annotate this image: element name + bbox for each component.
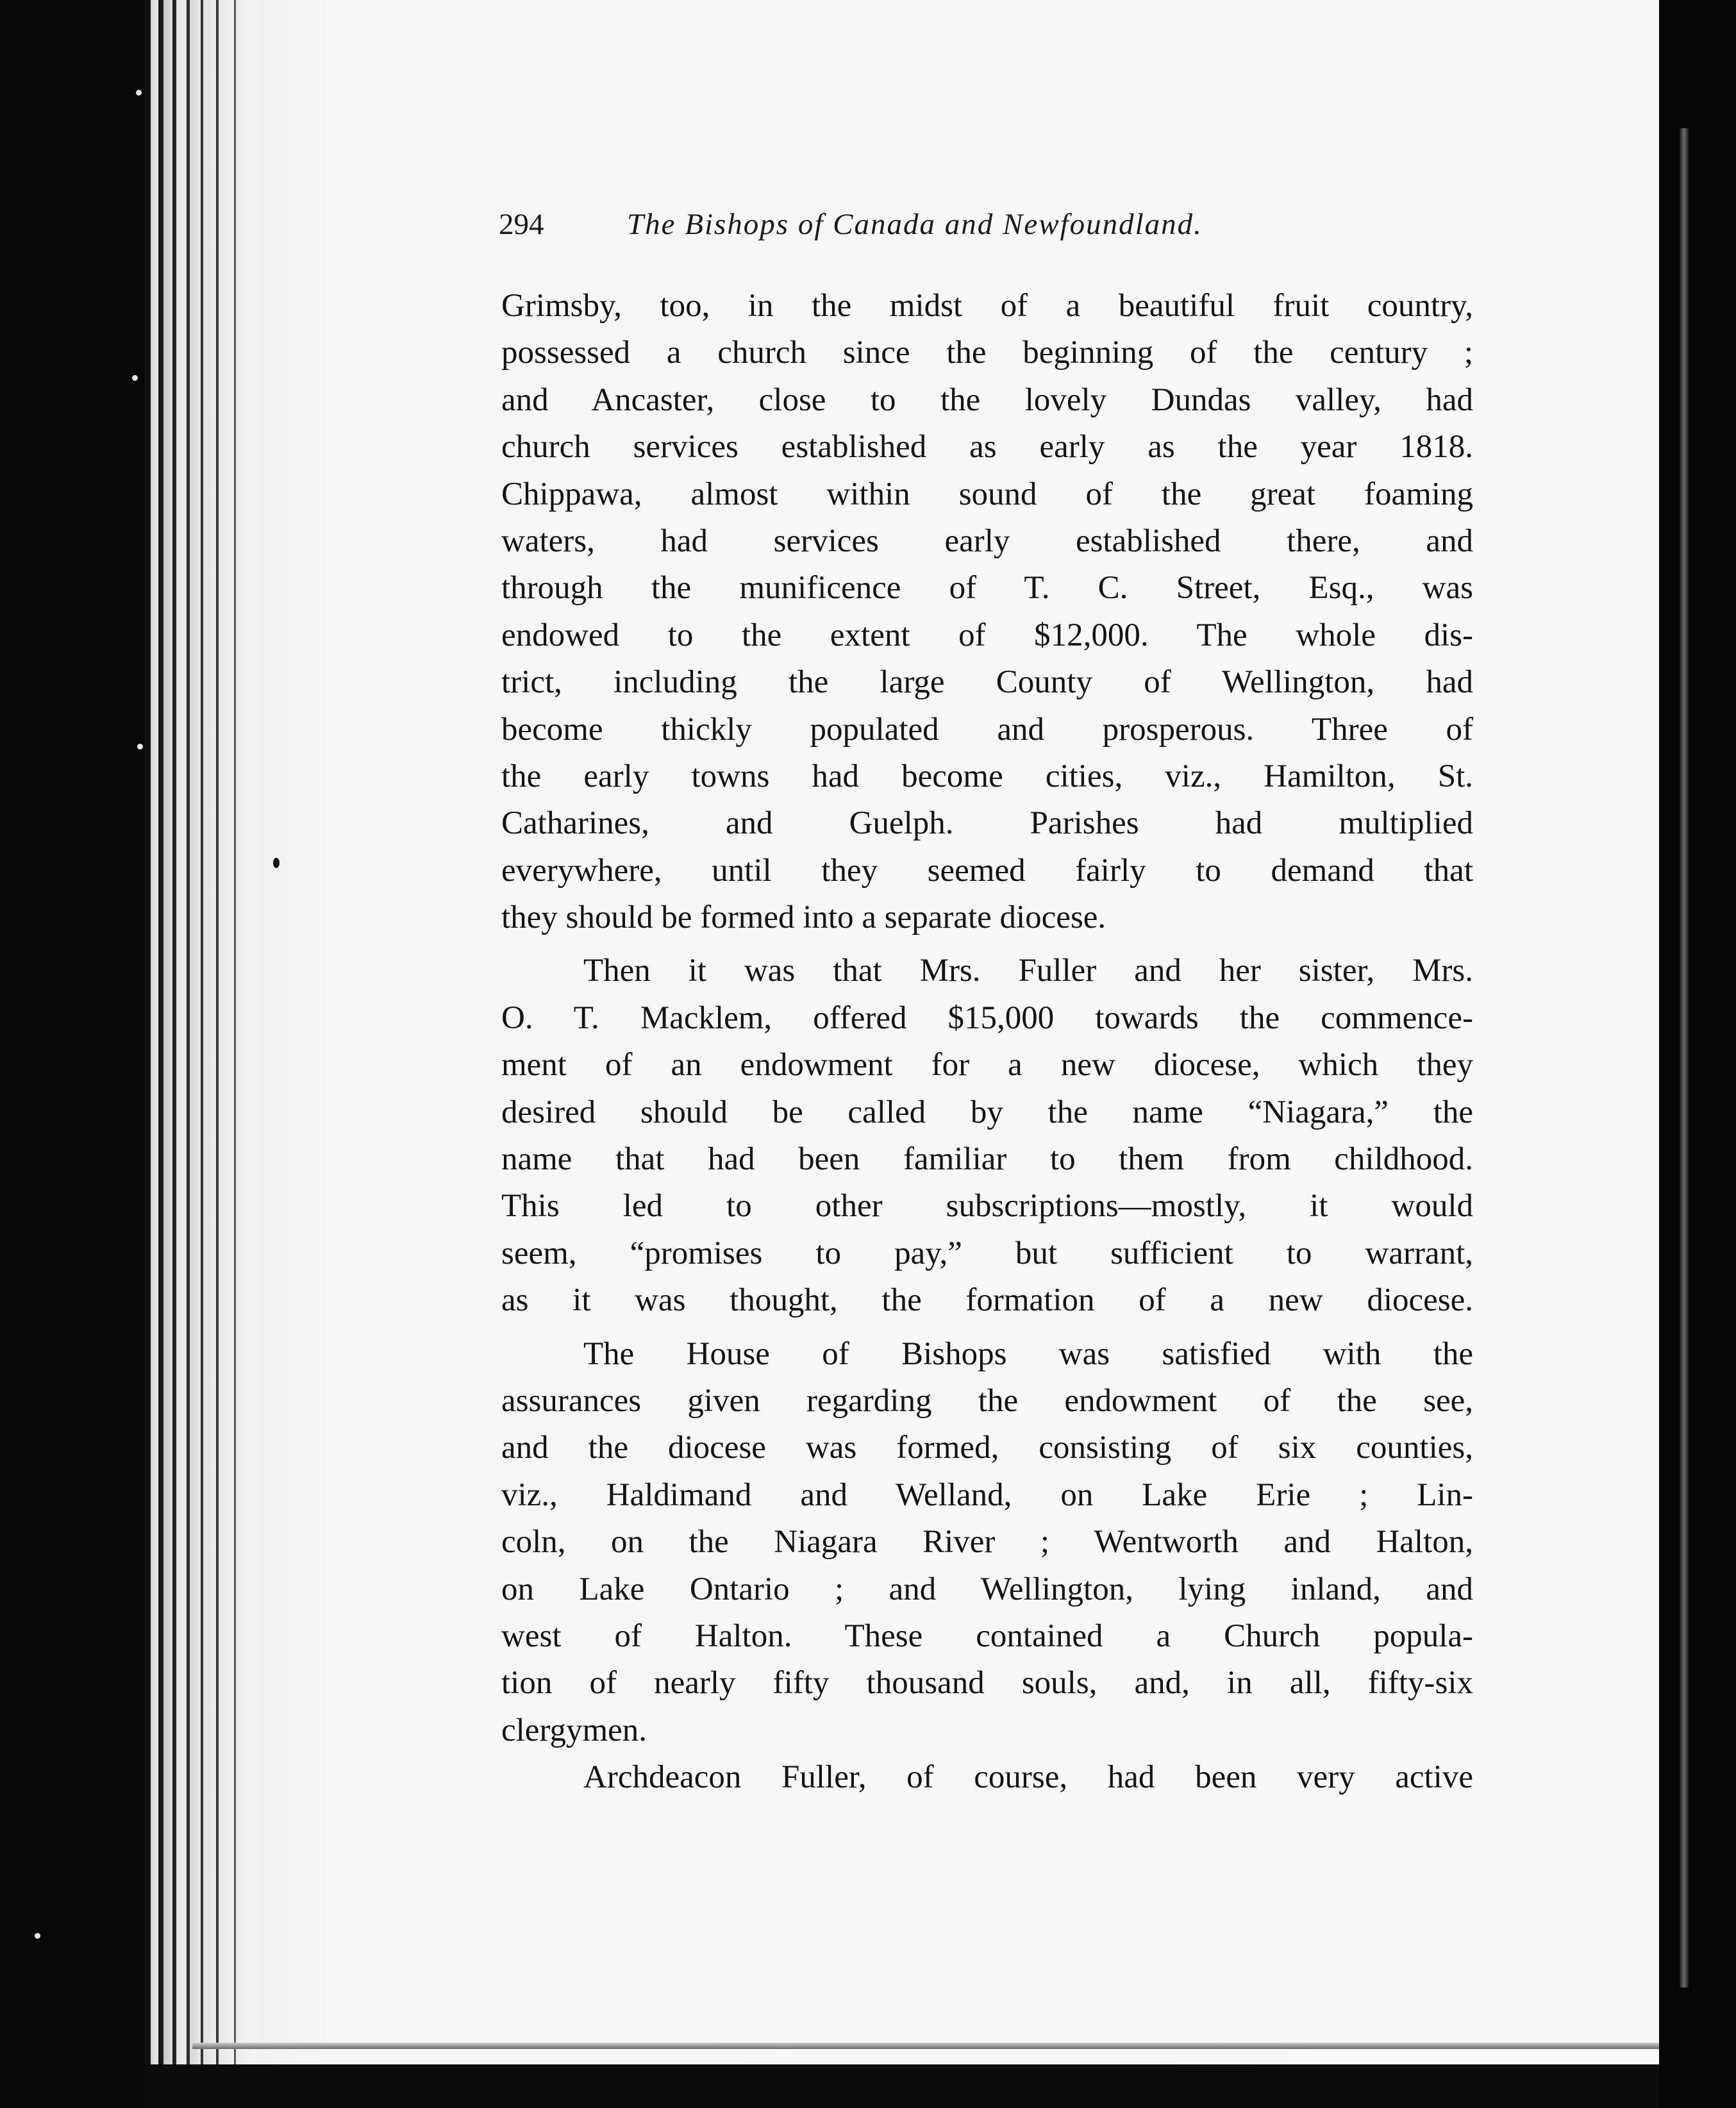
paragraph [501, 948, 1473, 1324]
dust-speck [136, 90, 142, 96]
text-line: and Ancaster, close to the lovely Dundas valley, had [501, 381, 1473, 418]
facing-page-sliver [1680, 128, 1689, 1987]
text-line: name that had been familiar to them from childhood. [501, 1141, 1473, 1178]
text-line: on Lake Ontario ; and Wellington, lying inland, and [501, 1571, 1473, 1607]
text-line: become thickly populated and prosperous. Three of [501, 711, 1473, 748]
text-line: Catharines, and Guelph. Parishes had multiplied [501, 805, 1473, 842]
running-title: The Bishops of Canada and Newfoundland. [627, 208, 1203, 241]
paragraph [501, 1331, 1473, 1755]
book-page-edges [144, 0, 256, 2108]
text-line: ment of an endowment for a new diocese, which they [501, 1047, 1473, 1083]
text-line: as it was thought, the formation of a new diocese. [501, 1282, 1473, 1319]
text-line: This led to other subscriptions—mostly, it would [501, 1188, 1473, 1225]
body-text [501, 283, 1473, 1802]
text-line: Grimsby, too, in the midst of a beautiful fruit country, [501, 288, 1473, 324]
text-line: tion of nearly fifty thousand souls, and, in all, fifty-six [501, 1665, 1473, 1702]
page-bottom-edge [192, 2043, 1660, 2049]
scanner-bottom-border [144, 2064, 1736, 2108]
text-line: west of Halton. These contained a Church popula- [501, 1618, 1473, 1654]
text-line: O. T. Macklem, offered $15,000 towards the commence- [501, 1000, 1473, 1036]
text-line: everywhere, until they seemed fairly to demand that [501, 852, 1473, 889]
text-line: trict, including the large County of Wellington, had [501, 664, 1473, 701]
text-line: desired should be called by the name “Niagara,” the [501, 1094, 1473, 1130]
text-line: and the diocese was formed, consisting of six counties, [501, 1430, 1473, 1466]
running-head [499, 204, 1345, 245]
dust-speck [137, 744, 143, 749]
text-line: Chippawa, almost within sound of the great foaming [501, 476, 1473, 512]
scanner-right-border [1659, 0, 1736, 2108]
text-line: seem, “promises to pay,” but sufficient to warrant, [501, 1235, 1473, 1271]
text-line: Then it was that Mrs. Fuller and her sister, Mrs. [583, 953, 1473, 989]
text-line: possessed a church since the beginning of the century ; [501, 335, 1473, 371]
scanner-left-border [0, 0, 144, 2108]
text-line: they should be formed into a separate diocese. [501, 899, 1106, 936]
text-line: church services established as early as the year 1818. [501, 429, 1473, 465]
paragraph [501, 283, 1473, 941]
text-line: viz., Haldimand and Welland, on Lake Erie ; Lin- [501, 1476, 1473, 1513]
ink-spot [273, 858, 280, 868]
text-line: through the munificence of T. C. Street, Esq., was [501, 570, 1473, 606]
dust-speck [35, 1933, 40, 1939]
paragraph [501, 1754, 1473, 1801]
dust-speck [132, 375, 138, 381]
page-number: 294 [499, 208, 544, 241]
text-line: coln, on the Niagara River ; Wentworth and Halton, [501, 1524, 1473, 1560]
text-line: Archdeacon Fuller, of course, had been very active [583, 1759, 1473, 1796]
text-line: waters, had services early established there, and [501, 523, 1473, 559]
text-line: The House of Bishops was satisfied with the [583, 1335, 1473, 1372]
text-line: assurances given regarding the endowment of the see, [501, 1382, 1473, 1419]
text-line: endowed to the extent of $12,000. The whole dis- [501, 617, 1473, 653]
text-line: the early towns had become cities, viz., Hamilton, St. [501, 758, 1473, 794]
text-line: clergymen. [501, 1712, 647, 1748]
